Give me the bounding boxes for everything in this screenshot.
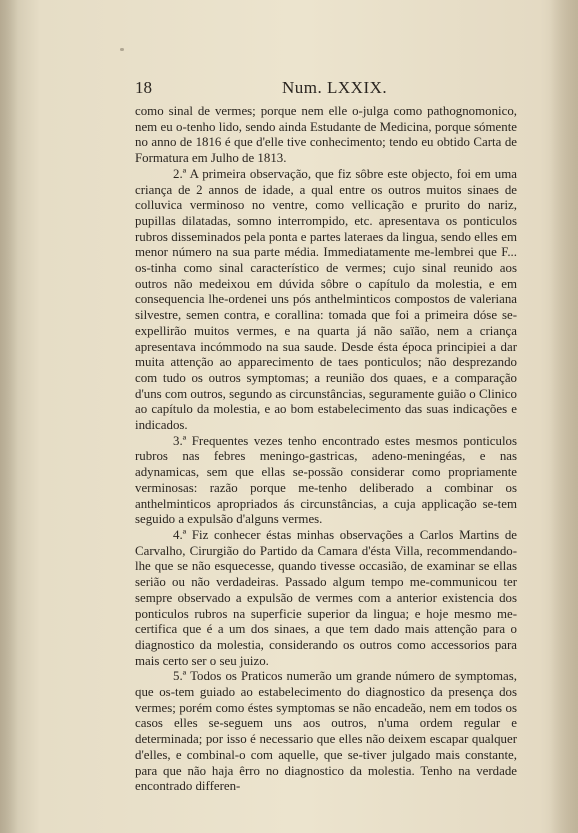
- body-text: [135, 104, 517, 795]
- paragraph-label: 4.ª: [173, 527, 187, 542]
- page-header: [135, 78, 517, 102]
- paragraph-text: Frequentes vezes tenho encontrado estes mesmos ponticulos rubros nas febres meningo-gastricas, adeno-meningéas, e nas adynamicas, sem que ellas se-possão considerar como propriamente verminosas: razão porque me-tenho deliberado a combinar os anthelminticos apropriados ás circunstâncias, a cuja applicação se-tem seguido a expulsão d'alguns vermes.: [135, 433, 517, 527]
- running-title: Num. LXXIX.: [282, 78, 388, 97]
- paragraph-text: Todos os Praticos numerão um grande número de symptomas, que os-tem guiado ao estabelecimento do diagnostico da presença dos vermes; porém como éstes symptomas se não encadeão, nem em todos os casos elles se-seguem uns aos outros, n'uma ordem regular e determinada; por isso é necessario que elles não deixem escapar qualquer d'elles, e combinal-o com aquelle, que se-tiver julgado mais constante, para que não haja êrro no diagnostico da molestia. Tenho na verdade encontrado differen-: [135, 669, 517, 794]
- page-gutter-shadow: [0, 0, 18, 833]
- paragraph-label: 5.ª: [173, 669, 187, 684]
- page-number: 18: [135, 78, 152, 97]
- paragraph-text: Fiz conhecer éstas minhas observações a Carlos Martins de Carvalho, Cirurgião do Partido da Camara d'ésta Villa, recommendando-lhe que se não esquecesse, quando tivesse occasião, de examinar se ellas serião ou não verdadeiras. Passado algum tempo me-communicou ter sempre observado a expulsão de vermes com a anterior existencia dos ponticulos rubros na superficie superior da lingua; e hoje mesmo me-certifica que é a um dos sinaes, a que tem dado mais attenção para o diagnostico da molestia, considerando os outros como accessorios para mais certo ser o seu juizo.: [135, 527, 517, 668]
- paragraph-2: [135, 167, 517, 434]
- paragraph-label: 2.ª: [173, 166, 187, 181]
- paragraph-text: como sinal de vermes; porque nem elle o-julga como pathognomonico, nem eu o-tenho lido, sendo ainda Estudante de Medicina, porque sómente no anno de 1816 é que d'elle tive conhecimento; tendo eu obtido Carta de Formatura em Julho de 1813.: [135, 104, 517, 166]
- paragraph-continuation: [135, 104, 517, 167]
- paragraph-5: [135, 669, 517, 795]
- paragraph-label: 3.ª: [173, 433, 187, 448]
- paragraph-text: A primeira observação, que fiz sôbre este objecto, foi em uma criança de 2 annos de idade, a qual entre os outros muitos sinaes de colluvica verminoso no ventre, como vellicação e prurito do nariz, pupillas dilatadas, somno interrompido, etc. apresentava os ponticulos rubros disseminados pela ponta e partes lateraes da lingua, sendo elles em menor número na sua parte média. Immediatamente me-lembrei que F... os-tinha como sinal característico de vermes; cujo sinal reunido aos outros não medeixou em dúvida sôbre o capítulo da molestia, e em consequencia lhe-ordenei uns pós anthelminticos compostos de valeriana silvestre, semen contra, e corallina: tomada que foi a primeira dóse se-expellirão muitos vermes, e na quarta já não saïão, nem a criança apresentava incómmodo na sua saude. Desde ésta época principiei a dar muita attenção ao apparecimento de taes ponticulos; não desprezando com tudo os outros symptomas; a reunião dos quaes, e a comparação d'uns com outros, segundo as circunstâncias, seguramente guião o Clinico ao capítulo da molestia, e ao bom estabelecimento das suas indicações e indicados.: [135, 166, 517, 433]
- paragraph-3: [135, 434, 517, 528]
- ink-smudge: [120, 48, 124, 51]
- page-edge-shadow: [550, 0, 578, 833]
- paragraph-4: [135, 528, 517, 669]
